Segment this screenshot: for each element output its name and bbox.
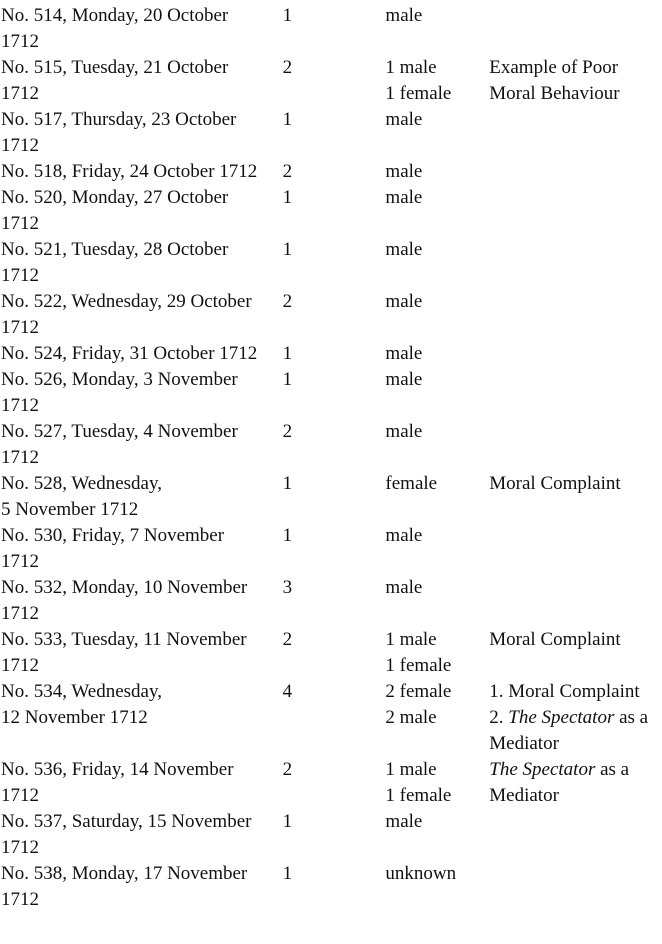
issue-cell bbox=[0, 107, 283, 159]
gender-line: male bbox=[385, 187, 423, 208]
issue-line: 1712 bbox=[1, 83, 39, 104]
issue-cell bbox=[0, 809, 283, 861]
issue-line: No. 533, Tuesday, 11 November bbox=[1, 629, 247, 650]
letter-count-cell: 1 bbox=[282, 525, 293, 546]
gender-line: 1 female bbox=[385, 83, 452, 104]
table-row bbox=[0, 419, 662, 471]
issue-line: 1712 bbox=[1, 655, 39, 676]
gender-cell bbox=[385, 55, 489, 107]
gender-cell bbox=[385, 107, 489, 133]
gender-cell bbox=[385, 237, 489, 263]
table-row bbox=[0, 159, 662, 185]
issue-line: 1712 bbox=[1, 317, 39, 338]
gender-cell bbox=[385, 757, 489, 809]
letter-count-cell: 3 bbox=[282, 577, 293, 598]
issue-line: No. 522, Wednesday, 29 October bbox=[1, 291, 252, 312]
gender-cell bbox=[385, 185, 489, 211]
table-row bbox=[0, 757, 662, 809]
issue-line: No. 524, Friday, 31 October 1712 bbox=[1, 343, 258, 364]
letter-count-cell: 2 bbox=[282, 57, 293, 78]
gender-line: male bbox=[385, 577, 423, 598]
theme-cell bbox=[489, 757, 662, 809]
issue-line: 1712 bbox=[1, 395, 39, 416]
issue-cell bbox=[0, 289, 283, 341]
letter-count-cell: 1 bbox=[282, 109, 293, 130]
gender-cell bbox=[385, 419, 489, 445]
gender-line: male bbox=[385, 369, 423, 390]
theme-line bbox=[489, 783, 662, 809]
issue-line: No. 534, Wednesday, bbox=[1, 681, 162, 702]
issue-line: No. 515, Tuesday, 21 October bbox=[1, 57, 229, 78]
issue-cell bbox=[0, 575, 283, 627]
table-row bbox=[0, 185, 662, 237]
gender-line: male bbox=[385, 421, 423, 442]
table-row bbox=[0, 523, 662, 575]
theme-text: Moral Complaint bbox=[489, 473, 621, 494]
gender-cell bbox=[385, 861, 489, 887]
gender-line: unknown bbox=[385, 863, 457, 884]
issue-line: 1712 bbox=[1, 889, 39, 910]
gender-line: male bbox=[385, 291, 423, 312]
issue-cell bbox=[0, 55, 283, 107]
table-row bbox=[0, 367, 662, 419]
issue-cell bbox=[0, 237, 283, 289]
theme-text: Mediator bbox=[489, 733, 559, 754]
gender-line: male bbox=[385, 161, 423, 182]
table-row bbox=[0, 55, 662, 107]
issue-cell bbox=[0, 523, 283, 575]
issue-line: No. 514, Monday, 20 October bbox=[1, 5, 229, 26]
theme-text: 2. bbox=[489, 707, 509, 728]
issue-line: No. 527, Tuesday, 4 November bbox=[1, 421, 238, 442]
gender-cell bbox=[385, 367, 489, 393]
table-row bbox=[0, 575, 662, 627]
gender-cell bbox=[385, 159, 489, 185]
letter-count-cell: 1 bbox=[282, 473, 293, 494]
table-row bbox=[0, 3, 662, 55]
gender-line: male bbox=[385, 343, 423, 364]
letter-count-cell: 2 bbox=[282, 629, 293, 650]
issue-cell bbox=[0, 159, 283, 185]
gender-line: male bbox=[385, 239, 423, 260]
gender-cell bbox=[385, 523, 489, 549]
issue-cell bbox=[0, 185, 283, 237]
theme-cell bbox=[489, 55, 662, 107]
issue-cell bbox=[0, 3, 283, 55]
letter-count-cell: 1 bbox=[282, 811, 293, 832]
table-row bbox=[0, 107, 662, 159]
theme-line bbox=[489, 731, 662, 757]
issue-line: No. 517, Thursday, 23 October bbox=[1, 109, 237, 130]
gender-line: male bbox=[385, 811, 423, 832]
letter-count-cell: 2 bbox=[282, 161, 293, 182]
issue-line: 1712 bbox=[1, 837, 39, 858]
gender-line: male bbox=[385, 109, 423, 130]
gender-line: 1 male bbox=[385, 759, 437, 780]
issue-cell bbox=[0, 471, 283, 523]
theme-cell bbox=[489, 471, 662, 497]
theme-line bbox=[489, 627, 662, 653]
issue-cell bbox=[0, 341, 283, 367]
gender-line: 1 female bbox=[385, 785, 452, 806]
gender-line: 1 male bbox=[385, 57, 437, 78]
issue-line: 1712 bbox=[1, 603, 39, 624]
issue-cell bbox=[0, 627, 283, 679]
gender-cell bbox=[385, 809, 489, 835]
issue-cell bbox=[0, 367, 283, 419]
issue-cell bbox=[0, 679, 283, 731]
gender-line: female bbox=[385, 473, 438, 494]
issue-line: No. 532, Monday, 10 November bbox=[1, 577, 248, 598]
letter-count-cell: 2 bbox=[282, 759, 293, 780]
letter-count-cell: 1 bbox=[282, 187, 293, 208]
letter-count-cell: 2 bbox=[282, 421, 293, 442]
theme-line bbox=[489, 705, 662, 731]
table-row bbox=[0, 237, 662, 289]
table-row bbox=[0, 861, 662, 913]
gender-line: male bbox=[385, 5, 423, 26]
issue-line: No. 537, Saturday, 15 November bbox=[1, 811, 252, 832]
issue-line: 1712 bbox=[1, 785, 39, 806]
table-row bbox=[0, 471, 662, 523]
issue-line: No. 526, Monday, 3 November bbox=[1, 369, 238, 390]
issue-line: No. 536, Friday, 14 November bbox=[1, 759, 234, 780]
issue-line: 1712 bbox=[1, 447, 39, 468]
gender-cell bbox=[385, 679, 489, 731]
table-row bbox=[0, 627, 662, 679]
gender-line: 2 male bbox=[385, 707, 437, 728]
table-row bbox=[0, 289, 662, 341]
theme-line bbox=[489, 55, 662, 81]
letter-count-cell: 2 bbox=[282, 291, 293, 312]
gender-line: 2 female bbox=[385, 681, 452, 702]
letter-count-cell: 1 bbox=[282, 5, 293, 26]
issue-cell bbox=[0, 757, 283, 809]
issue-line: 1712 bbox=[1, 265, 39, 286]
issue-line: 1712 bbox=[1, 551, 39, 572]
issue-line: No. 518, Friday, 24 October 1712 bbox=[1, 161, 258, 182]
gender-cell bbox=[385, 575, 489, 601]
theme-line bbox=[489, 679, 662, 705]
letter-count-cell: 4 bbox=[282, 681, 293, 702]
theme-text: Moral Behaviour bbox=[489, 83, 620, 104]
table-row bbox=[0, 341, 662, 367]
theme-text: as a bbox=[614, 707, 649, 728]
letter-count-cell: 1 bbox=[282, 343, 293, 364]
gender-cell bbox=[385, 471, 489, 497]
theme-title-italic: The Spectator bbox=[508, 707, 615, 728]
theme-title-italic: The Spectator bbox=[489, 759, 596, 780]
issue-line: 5 November 1712 bbox=[1, 499, 139, 520]
issue-line: No. 528, Wednesday, bbox=[1, 473, 162, 494]
issue-line: No. 521, Tuesday, 28 October bbox=[1, 239, 229, 260]
issue-line: 1712 bbox=[1, 31, 39, 52]
gender-line: male bbox=[385, 525, 423, 546]
issue-line: 1712 bbox=[1, 213, 39, 234]
issue-line: No. 520, Monday, 27 October bbox=[1, 187, 229, 208]
gender-cell bbox=[385, 3, 489, 29]
issue-cell bbox=[0, 419, 283, 471]
theme-line bbox=[489, 471, 662, 497]
issue-line: 1712 bbox=[1, 135, 39, 156]
table-row bbox=[0, 809, 662, 861]
theme-line bbox=[489, 757, 662, 783]
issue-cell bbox=[0, 861, 283, 913]
theme-text: Mediator bbox=[489, 785, 559, 806]
issue-line: 12 November 1712 bbox=[1, 707, 148, 728]
theme-text: 1. Moral Complaint bbox=[489, 681, 640, 702]
letter-count-cell: 1 bbox=[282, 863, 293, 884]
issue-line: No. 530, Friday, 7 November bbox=[1, 525, 225, 546]
theme-cell bbox=[489, 679, 662, 757]
issue-line: No. 538, Monday, 17 November bbox=[1, 863, 248, 884]
table-row bbox=[0, 679, 662, 757]
gender-line: 1 male bbox=[385, 629, 437, 650]
gender-cell bbox=[385, 341, 489, 367]
theme-text: Moral Complaint bbox=[489, 629, 621, 650]
gender-line: 1 female bbox=[385, 655, 452, 676]
letter-count-cell: 1 bbox=[282, 239, 293, 260]
theme-cell bbox=[489, 627, 662, 653]
theme-line bbox=[489, 81, 662, 107]
theme-text: as a bbox=[595, 759, 630, 780]
theme-text: Example of Poor bbox=[489, 57, 619, 78]
gender-cell bbox=[385, 627, 489, 679]
letter-count-cell: 1 bbox=[282, 369, 293, 390]
gender-cell bbox=[385, 289, 489, 315]
